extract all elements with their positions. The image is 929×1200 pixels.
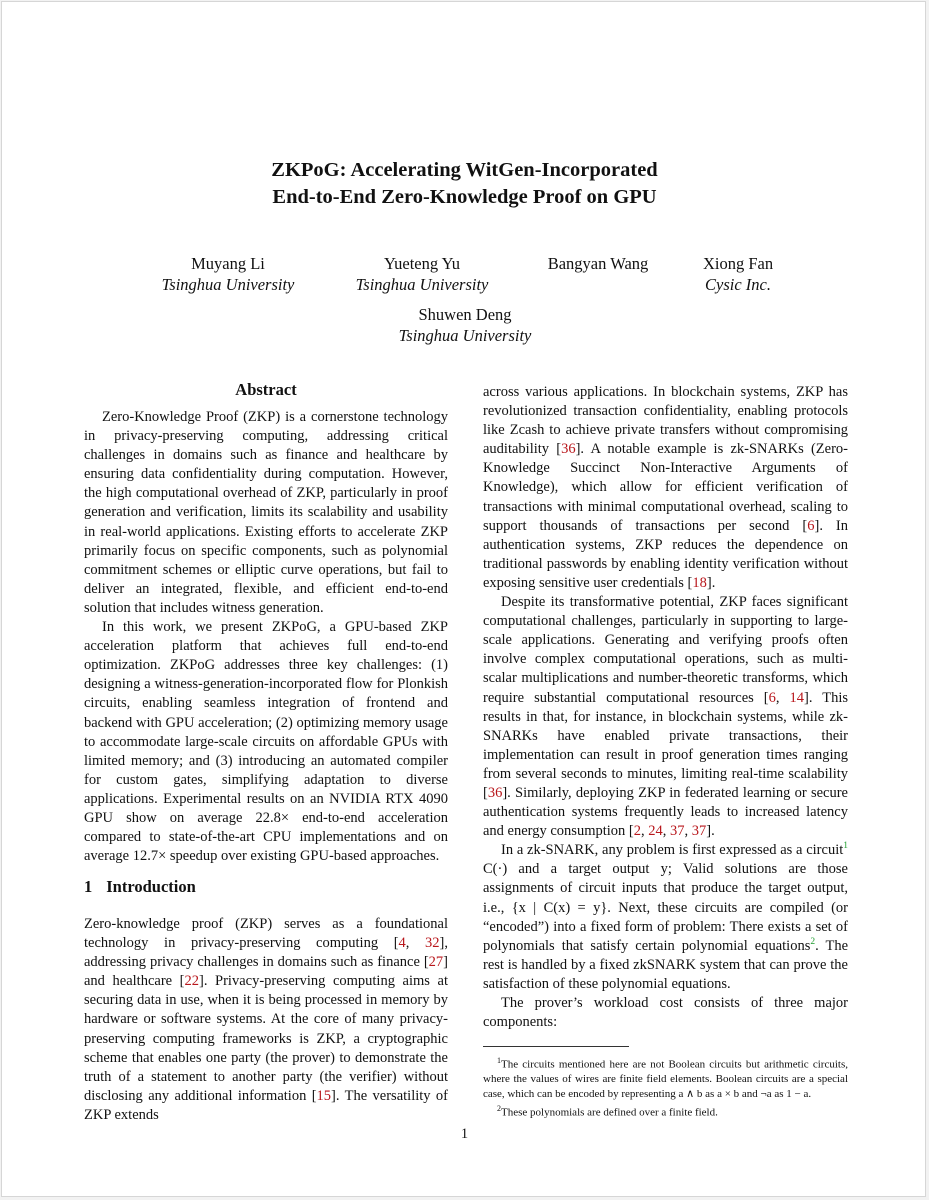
author-block [389,304,541,346]
abstract-paragraph-2: In this work, we present ZKPoG, a GPU-based ZKP acceleration platform that achieves full end-to-end optimization. ZKPoG addresses three key challenges: (1) designing a witness-generation-incorporated flow for Plonkish circuits, enabling seamless integration of frontend and backend with GPU acceleration; (2) optimizing memory usage to accommodate large-scale circuits on affordable GPUs with limited memory; and (3) introducing an automated compiler for custom gates, simplifying adaptation to diverse applications. Experimental results on an NVIDIA RTX 4090 GPU show on average 22.8× end-to-end acceleration compared to state-of-the-art CPU implementations and on average 12.7× speedup over existing GPU-based approaches. [84,619,448,865]
author-affiliation: Tsinghua University [398,326,532,345]
citation-link[interactable]: 2 [633,823,641,840]
footnote-marker[interactable]: 1 [843,841,848,852]
title-line-1: ZKPoG: Accelerating WitGen-Incorporated [271,159,658,181]
citation-link[interactable]: 32 [425,935,440,952]
citation-link[interactable]: 4 [398,935,406,952]
body-paragraph: The prover’s workload cost consists of three major components: [483,995,848,1031]
author-block [662,253,814,295]
footnote-divider [483,1046,629,1047]
author-affiliation: Cysic Inc. [705,275,771,294]
author-name: Shuwen Deng [418,305,512,324]
citation-link[interactable]: 36 [561,441,576,458]
author-block [522,253,674,274]
section-number: 1 [84,877,93,896]
citation-link[interactable]: 24 [648,823,663,840]
citation-link[interactable]: 6 [768,689,776,706]
citation-link[interactable]: 22 [184,973,199,990]
citation-link[interactable]: 36 [487,784,503,801]
paper-title [2,157,927,211]
author-name: Xiong Fan [702,254,774,273]
author-affiliation: Tsinghua University [161,275,295,294]
author-name: Muyang Li [191,254,265,273]
citation-link[interactable]: 14 [789,689,805,706]
paper-page [1,1,926,1197]
author-name: Yueteng Yu [384,254,460,273]
abstract-section [84,380,448,866]
body-paragraph: Despite its transformative potential, ZKP faces significant computational challenges, particularly in supporting to large-scale applications. Generating and verifying proofs often involve complex computational operations, such as multi-scalar multiplications and number-theoretic transforms, which require substantial computational resources [6, 14]. This results in that, for instance, in blockchain systems, while zk-SNARKs have enabled private transactions, their implementation can result in proof generation times ranging from several seconds to minutes, limiting real-time scalability [36]. Similarly, deploying ZKP in federated learning or secure authentication systems frequently leads to increased latency and energy consumption [2, 24, 37, 37]. [483,594,849,840]
introduction-heading [84,877,196,897]
section-title: Introduction [106,877,196,896]
citation-link[interactable]: 37 [670,823,685,840]
footnote-1: $^1$The circuits mentioned here are not Boolean circuits but arithmetic circuits, where the values of wires are finite field elements. Boolean circuits are a special case, which can be encoded by representing a ∧ b as a × b and ¬a as 1 − a. [483,1056,848,1101]
introduction-paragraph: Zero-knowledge proof (ZKP) serves as a foundational technology in privacy-preserving computing [4, 32], addressing privacy challenges in domains such as finance [27] and healthcare [22]. Privacy-preserving computing aims at securing data in use, when it is being processed in memory by hardware or software systems. At the core of many privacy-preserving computing frameworks is ZKP, a cryptographic scheme that enables one party (the prover) to demonstrate the truth of a statement to another party (the verifier) without disclosing any additional information [15]. The versatility of ZKP extends [84,916,448,1123]
citation-link[interactable]: 15 [316,1087,332,1104]
citation-link[interactable]: 27 [428,954,444,971]
body-paragraph: In a zk-SNARK, any problem is first expressed as a circuit$^1$ C(·) and a target output y; Valid solutions are those assignments of circuit inputs that produce the target output, i.e., {x | C(x) = y}. Next, these circuits are compiled (or “encoded”) into a fixed form of problem: There exists a set of polynomials that satisfy certain polynomial equations$^2$. The rest is handled by a fixed zkSNARK system that can prove the satisfaction of these polynomial equations. [483,841,849,992]
footnote-marker[interactable]: 2 [810,936,816,947]
author-name: Bangyan Wang [547,254,649,273]
abstract-paragraph-1: Zero-Knowledge Proof (ZKP) is a cornerstone technology in privacy-preserving computing, addressing critical challenges in domains such as finance and healthcare by ensuring data confidentiality during computation. However, the high computational overhead of ZKP, particularly in proof generation and verification, limits its scalability and usability in real-world applications. Existing efforts to accelerate ZKP primarily focus on specific components, such as polynomial commitment schemes or elliptic curve operations, but fail to deliver an integrated, flexible, and efficient end-to-end solution that includes witness generation. [84,409,448,616]
footnote-2: $^2$These polynomials are defined over a finite field. [497,1103,718,1119]
page-number: 1 [460,1126,469,1142]
author-block [152,253,304,295]
introduction-body [84,915,448,1125]
title-line-2: End-to-End Zero-Knowledge Proof on GPU [272,186,657,208]
body-paragraph: across various applications. In blockchain systems, ZKP has revolutionized transaction confidentiality, enabling protocols like Zcash to achieve private transfers without compromising auditability [36]. A notable example is zk-SNARKs (Zero-Knowledge Succinct Non-Interactive Arguments of Knowledge), which allow for efficient verification of transactions with minimal computational overhead, scaling to support thousands of transactions per second [6]. In authentication systems, ZKP reduces the dependence on traditional passwords by enabling identity verification without exposing sensitive user credentials [18]. [483,384,848,591]
author-block [346,253,498,295]
citation-link[interactable]: 18 [692,574,707,591]
citation-link[interactable]: 37 [691,823,707,840]
right-column [483,383,848,1120]
citation-link[interactable]: 6 [807,517,815,534]
author-affiliation: Tsinghua University [355,275,489,294]
abstract-heading: Abstract [235,380,297,399]
